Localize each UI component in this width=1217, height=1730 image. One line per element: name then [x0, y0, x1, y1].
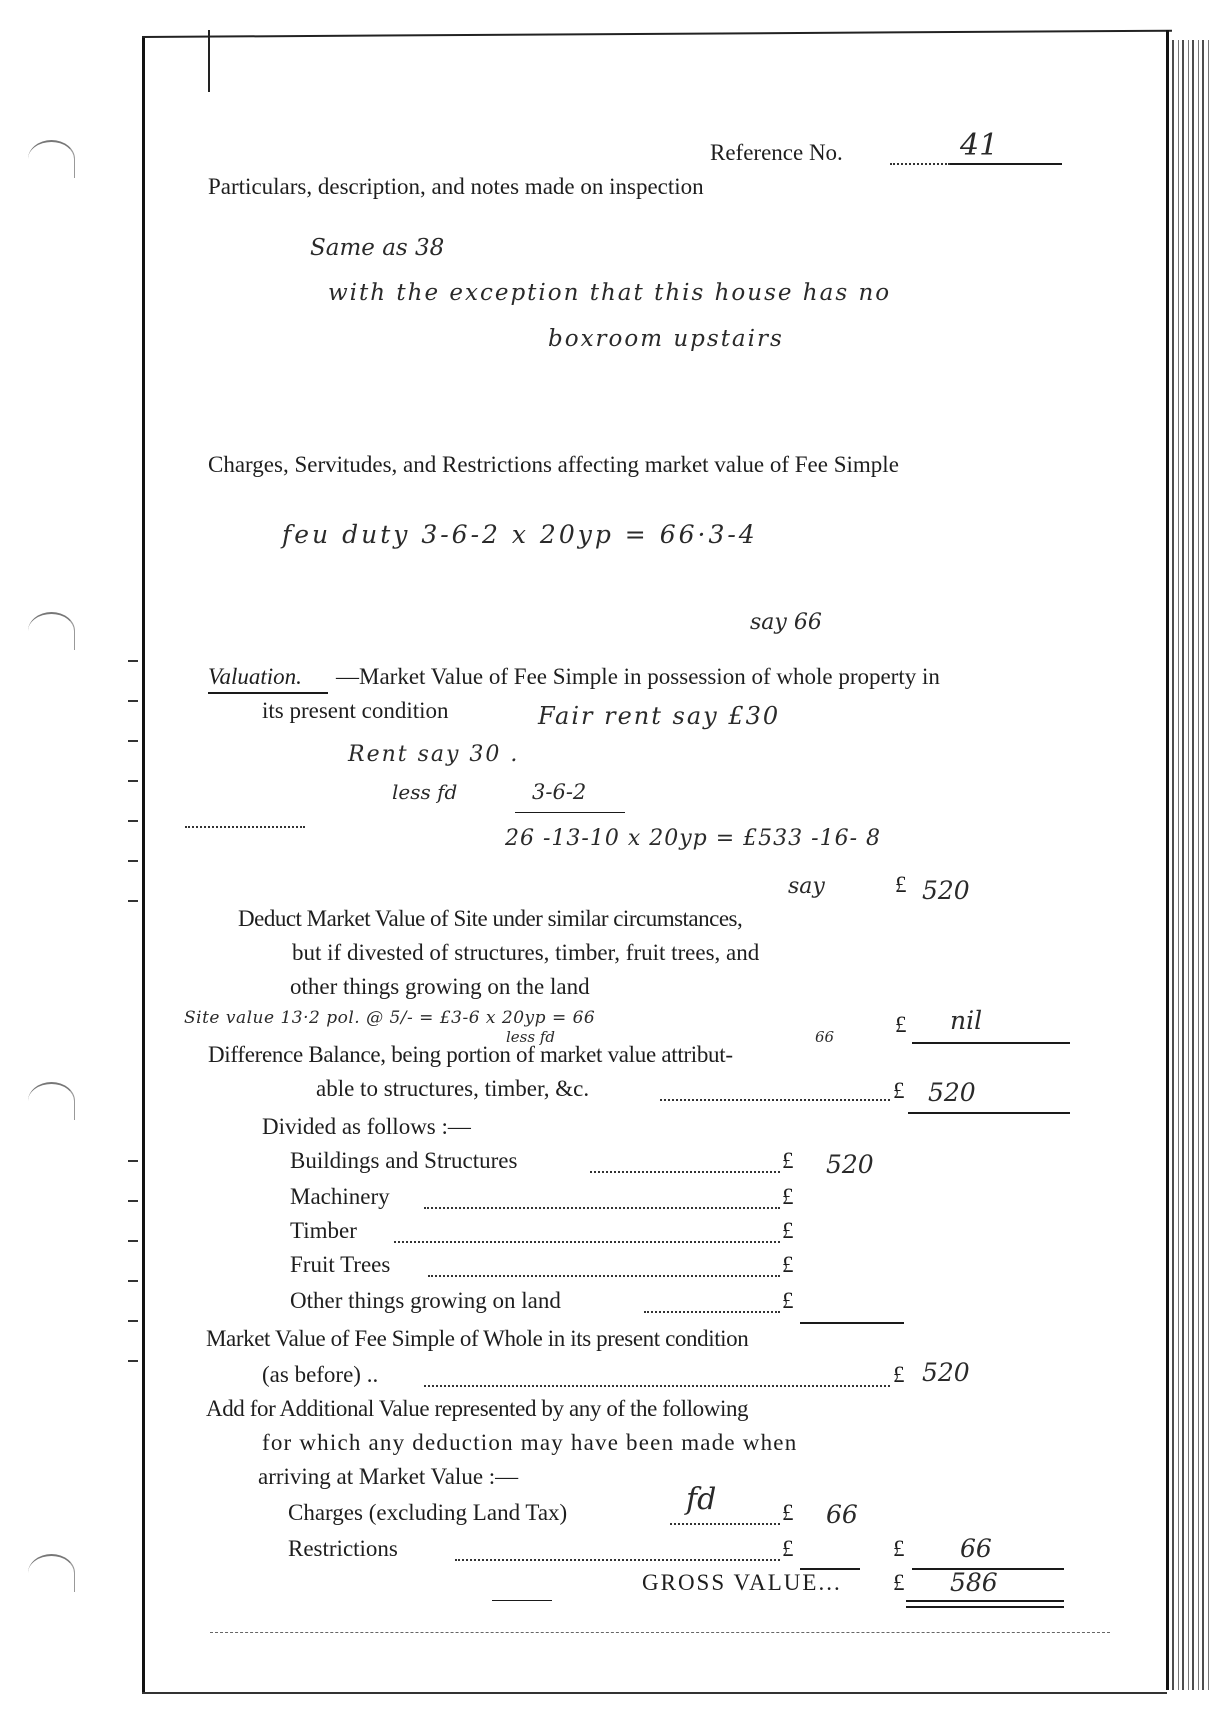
restrictions-total-value: 66 — [960, 1534, 992, 1563]
scan-dots — [185, 826, 305, 828]
charges-item-value: 66 — [826, 1500, 858, 1529]
divided-item-fruit-trees-pound: £ — [782, 1252, 794, 1277]
margin-tick — [128, 1360, 138, 1362]
market-pound-sign: £ — [893, 1362, 905, 1387]
deduct-line-3: other things growing on the land — [290, 974, 590, 999]
sheet-right-edge — [1166, 30, 1169, 1690]
restrictions-label: Restrictions — [288, 1536, 398, 1561]
site-value-underline — [912, 1042, 1070, 1044]
sheet-left-edge — [142, 38, 145, 1693]
charges-item-label: Charges (excluding Land Tax) — [288, 1500, 568, 1525]
divided-item-timber-pound: £ — [782, 1218, 794, 1243]
divided-item-timber-label: Timber — [290, 1218, 357, 1243]
margin-tick — [128, 740, 138, 742]
reference-value: 41 — [960, 128, 999, 163]
gross-value: 586 — [950, 1568, 998, 1597]
divided-subtotal-underline — [800, 1322, 904, 1324]
market-line-1: Market Value of Fee Simple of Whole in its present condition — [206, 1326, 749, 1351]
divided-item-other-pound: £ — [782, 1288, 794, 1313]
divided-item-buildings-value: 520 — [826, 1150, 874, 1179]
punch-hole — [28, 1082, 75, 1120]
margin-tick — [128, 1160, 138, 1162]
gross-underline-1 — [906, 1600, 1064, 1602]
valuation-less-fd: less fd — [392, 780, 458, 804]
valuation-calculation: 26 -13-10 x 20yp = £533 -16- 8 — [505, 826, 881, 851]
particulars-note-1: Same as 38 — [310, 235, 445, 261]
market-dots — [424, 1385, 890, 1387]
margin-tick — [128, 1280, 138, 1282]
valuation-say: say — [788, 874, 825, 899]
margin-tick — [128, 780, 138, 782]
sheet-top-edge — [142, 30, 1172, 38]
punch-hole — [28, 140, 75, 178]
margin-tick — [128, 660, 138, 662]
charges-item-note: fd — [686, 1482, 717, 1517]
difference-line-2: able to structures, timber, &c. — [316, 1076, 590, 1101]
scan-dash — [492, 1600, 552, 1601]
reference-label: Reference No. — [710, 140, 843, 165]
charges-item-pound-sign: £ — [782, 1500, 794, 1525]
valuation-fair-rent: Fair rent say £30 — [538, 702, 781, 730]
add-line-2: for which any deduction may have been made when — [262, 1430, 798, 1455]
difference-dots — [660, 1099, 890, 1101]
divided-item-other-label: Other things growing on land — [290, 1288, 561, 1313]
valuation-underline — [208, 692, 328, 694]
divided-item-buildings-label: Buildings and Structures — [290, 1148, 518, 1173]
margin-marker — [208, 30, 210, 92]
sheet-bottom-edge — [142, 1692, 1167, 1694]
gross-underline-2 — [906, 1606, 1064, 1608]
divided-item-dots — [590, 1171, 780, 1173]
restrictions-pound-sign: £ — [782, 1536, 794, 1561]
margin-tick — [128, 860, 138, 862]
valuation-value: 520 — [922, 876, 970, 905]
charges-heading: Charges, Servitudes, and Restrictions affecting market value of Fee Simple — [208, 452, 899, 477]
restrictions-dots — [455, 1559, 780, 1561]
particulars-note-3: boxroom upstairs — [548, 326, 784, 352]
charges-item-dots — [670, 1523, 780, 1525]
divided-item-dots — [424, 1207, 780, 1209]
valuation-label: Valuation. — [208, 664, 302, 689]
binding-page-stack — [1172, 40, 1212, 1690]
deduct-line-1: Deduct Market Value of Site under similar circumstances, — [238, 906, 743, 931]
market-value: 520 — [922, 1358, 970, 1387]
margin-tick — [128, 900, 138, 902]
divided-label: Divided as follows :— — [262, 1114, 471, 1139]
divided-item-machinery-label: Machinery — [290, 1184, 390, 1209]
charges-note-say: say 66 — [750, 610, 822, 635]
margin-tick — [128, 1200, 138, 1202]
deduct-line-2: but if divested of structures, timber, fruit trees, and — [292, 940, 760, 965]
particulars-heading: Particulars, description, and notes made on inspection — [208, 174, 704, 199]
market-line-2: (as before) .. — [262, 1362, 379, 1387]
divided-item-fruit-trees-label: Fruit Trees — [290, 1252, 391, 1277]
margin-tick — [128, 820, 138, 822]
divided-item-buildings-pound: £ — [782, 1148, 794, 1173]
difference-value: 520 — [928, 1078, 976, 1107]
divided-item-dots — [394, 1241, 780, 1243]
site-value: nil — [950, 1006, 983, 1035]
gross-value-label: GROSS VALUE... — [642, 1570, 842, 1595]
divided-item-machinery-pound: £ — [782, 1184, 794, 1209]
valuation-pound-sign: £ — [895, 872, 907, 897]
valuation-line-2: its present condition — [262, 698, 449, 723]
particulars-note-2: with the exception that this house has no — [328, 280, 892, 306]
valuation-line-1: —Market Value of Fee Simple in possession of whole property in — [336, 664, 940, 689]
margin-tick — [128, 1320, 138, 1322]
reference-underline — [950, 163, 1062, 165]
margin-tick — [128, 700, 138, 702]
restrictions-total-pound-sign: £ — [893, 1536, 905, 1561]
add-line-3: arriving at Market Value :— — [258, 1464, 519, 1489]
valuation-less-fd-amount: 3-6-2 — [532, 780, 587, 804]
scan-noise-line — [210, 1632, 1110, 1633]
difference-line-1: Difference Balance, being portion of market value attribut- — [208, 1042, 733, 1067]
reference-dots — [890, 163, 950, 165]
valuation-rent-say: Rent say 30 . — [348, 742, 520, 767]
divided-item-dots — [644, 1311, 780, 1313]
gross-pound-sign: £ — [893, 1570, 905, 1595]
site-less-amount: 66 — [815, 1028, 835, 1046]
divided-item-dots — [428, 1275, 780, 1277]
difference-underline — [908, 1112, 1070, 1114]
punch-hole — [28, 612, 75, 650]
punch-hole — [28, 1554, 75, 1592]
site-value-note: Site value 13·2 pol. @ 5/- = £3-6 x 20yp = 66 — [184, 1008, 596, 1028]
difference-pound-sign: £ — [893, 1078, 905, 1103]
charges-note-feu-duty: feu duty 3-6-2 x 20yp = 66·3-4 — [282, 520, 758, 549]
add-line-1: Add for Additional Value represented by any of the following — [206, 1396, 749, 1421]
valuation-sum-line — [515, 812, 625, 813]
margin-tick — [128, 1240, 138, 1242]
site-less-fd: less fd — [506, 1028, 555, 1046]
site-pound-sign: £ — [895, 1012, 907, 1037]
